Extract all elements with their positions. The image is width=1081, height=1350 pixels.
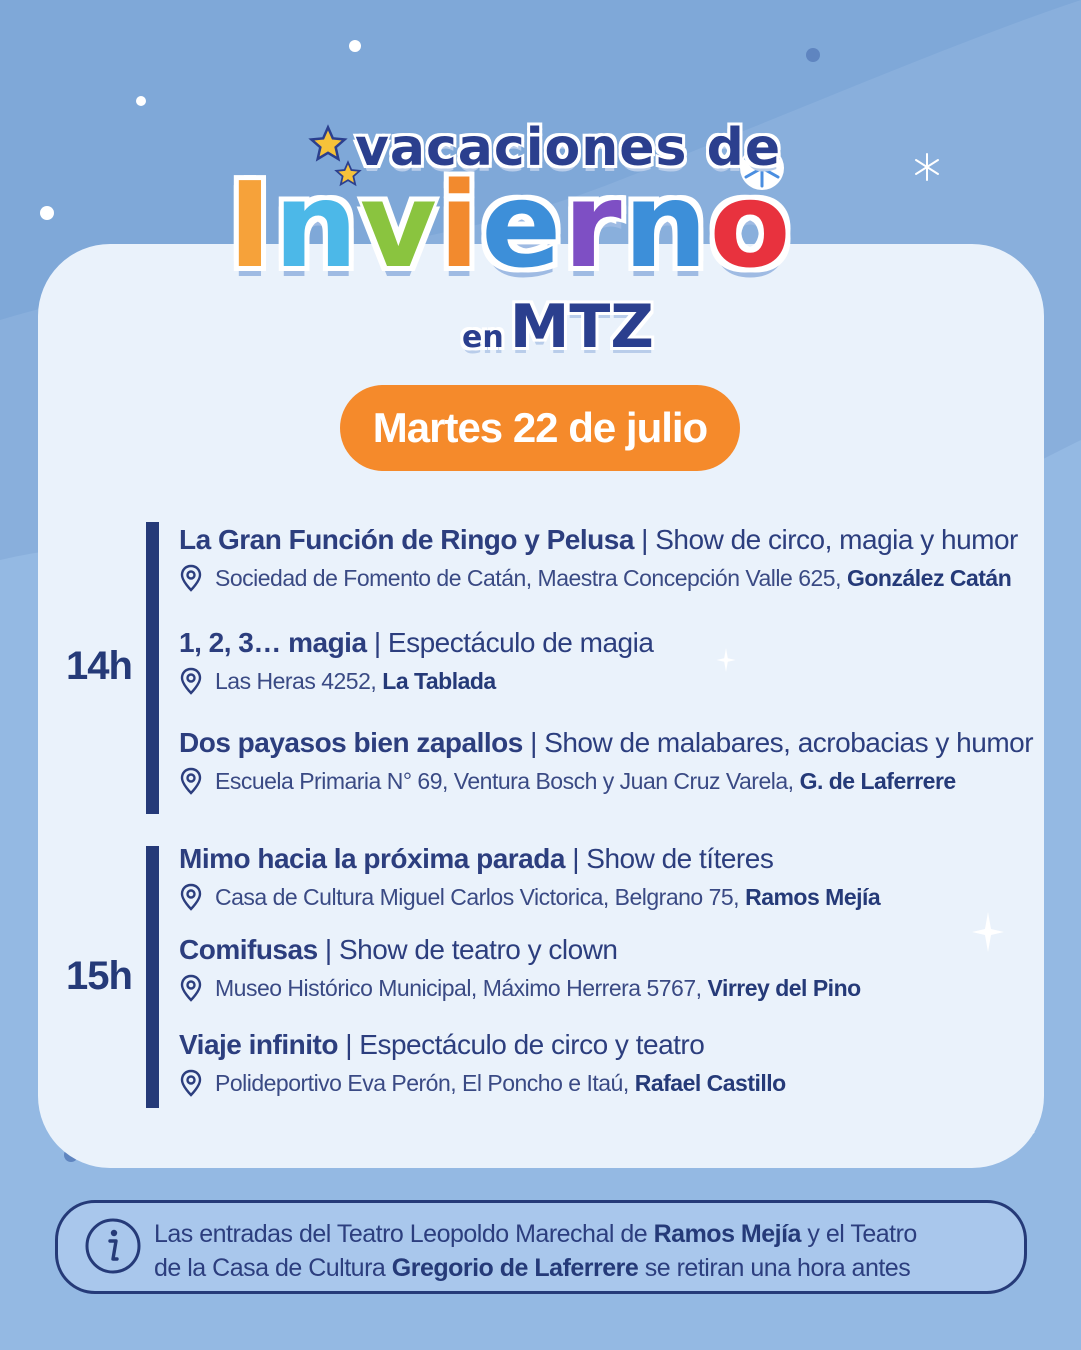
- event-location: [179, 564, 1018, 592]
- info-text-bold: Ramos Mejía: [653, 1220, 801, 1248]
- event-address: Sociedad de Fomento de Catán, Maestra Concepción Valle 625,: [215, 564, 841, 591]
- schedule-divider-bar: [146, 846, 159, 1108]
- event-locality: González Catán: [846, 564, 1012, 591]
- logo-letter: e: [481, 156, 562, 294]
- event-item: [179, 843, 880, 911]
- event-location: [179, 667, 653, 695]
- schedule-divider-bar: [146, 522, 159, 814]
- logo-en: en: [462, 320, 504, 355]
- hour-label: 15h: [66, 954, 132, 998]
- event-item: [179, 1029, 786, 1097]
- event-item: [179, 727, 1033, 795]
- event-type: Show de circo, magia y humor: [655, 524, 1018, 555]
- logo-subtitle: [462, 292, 654, 362]
- event-address: Las Heras 4252,: [215, 667, 377, 694]
- event-item: [179, 934, 861, 1002]
- event-type: Show de malabares, acrobacias y humor: [544, 727, 1034, 758]
- info-text-part: de la Casa de Cultura: [154, 1254, 392, 1282]
- info-text-part: Las entradas del Teatro Leopoldo Marechal de: [154, 1220, 654, 1248]
- info-icon: [84, 1217, 142, 1275]
- info-text-part: se retiran una hora antes: [638, 1254, 911, 1282]
- sparkle-icon: [716, 648, 736, 672]
- event-name: Dos payasos bien zapallos: [179, 727, 523, 758]
- event-title: [179, 843, 880, 875]
- event-locality: La Tablada: [382, 667, 496, 694]
- info-notice: [55, 1200, 1027, 1294]
- info-text-bold: Gregorio de Laferrere: [391, 1254, 639, 1282]
- event-title: [179, 1029, 786, 1061]
- logo-letter: I: [228, 156, 272, 294]
- logo-title-line1: vacaciones de: [355, 118, 782, 178]
- event-locality: G. de Laferrere: [799, 767, 956, 794]
- sparkle-icon: [972, 912, 1004, 952]
- location-pin-icon: [179, 974, 203, 1002]
- event-item: [179, 524, 1018, 592]
- event-separator: |: [564, 843, 587, 874]
- location-pin-icon: [179, 883, 203, 911]
- event-location: [179, 974, 861, 1002]
- logo-letter: o: [709, 156, 791, 294]
- logo-letter: n: [623, 156, 708, 294]
- event-separator: |: [633, 524, 656, 555]
- event-address: Casa de Cultura Miguel Carlos Victorica, Belgrano 75,: [215, 883, 740, 910]
- event-separator: |: [366, 627, 388, 658]
- logo-letter: v: [359, 156, 437, 294]
- logo-title-invierno: [228, 156, 791, 294]
- event-separator: |: [337, 1029, 360, 1060]
- event-title: [179, 727, 1033, 759]
- event-type: Espectáculo de magia: [387, 627, 654, 658]
- event-location: [179, 1069, 786, 1097]
- event-separator: |: [317, 934, 339, 965]
- logo-letter: i: [438, 156, 480, 294]
- event-address: Museo Histórico Municipal, Máximo Herrera 5767,: [215, 974, 702, 1001]
- location-pin-icon: [179, 1069, 203, 1097]
- location-pin-icon: [179, 564, 203, 592]
- event-location: [179, 883, 880, 911]
- event-location: [179, 767, 1033, 795]
- info-text: [154, 1217, 917, 1285]
- event-item: [179, 627, 653, 695]
- location-pin-icon: [179, 767, 203, 795]
- event-type: Show de títeres: [586, 843, 774, 874]
- event-title: [179, 524, 1018, 556]
- event-locality: Virrey del Pino: [707, 974, 861, 1001]
- logo-letter: n: [273, 156, 358, 294]
- logo-letter: r: [563, 156, 622, 294]
- event-name: Mimo hacia la próxima parada: [179, 843, 565, 874]
- event-name: 1, 2, 3… magia: [179, 627, 367, 658]
- snow-dot: [349, 40, 361, 52]
- event-address: Polideportivo Eva Perón, El Poncho e Itaú,: [215, 1069, 629, 1096]
- event-name: Viaje infinito: [179, 1029, 338, 1060]
- hour-label: 14h: [66, 644, 132, 688]
- event-title: [179, 627, 653, 659]
- event-name: Comifusas: [179, 934, 318, 965]
- event-title: [179, 934, 861, 966]
- info-text-part: y el Teatro: [800, 1220, 917, 1248]
- event-type: Espectáculo de circo y teatro: [359, 1029, 705, 1060]
- event-separator: |: [522, 727, 545, 758]
- snow-dot: [806, 48, 820, 62]
- event-locality: Ramos Mejía: [745, 883, 881, 910]
- date-badge: Martes 22 de julio: [340, 385, 740, 471]
- event-address: Escuela Primaria N° 69, Ventura Bosch y Juan Cruz Varela,: [215, 767, 794, 794]
- event-type: Show de teatro y clown: [339, 934, 618, 965]
- location-pin-icon: [179, 667, 203, 695]
- event-name: La Gran Función de Ringo y Pelusa: [179, 524, 634, 555]
- logo-mtz: MTZ: [509, 292, 654, 362]
- event-locality: Rafael Castillo: [634, 1069, 786, 1096]
